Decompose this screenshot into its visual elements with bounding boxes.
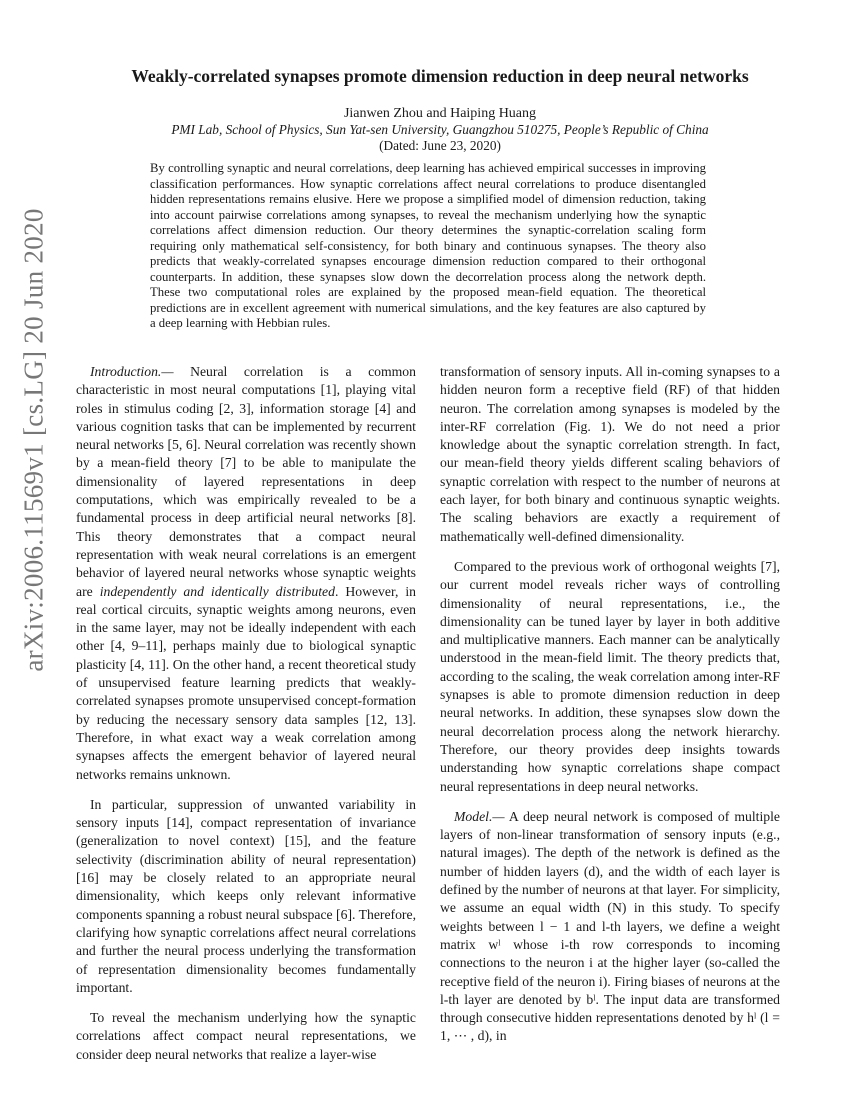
intro-emphasis: independently and identically distributed (99, 583, 335, 599)
intro-text-b: . However, in real cortical circuits, synaptic weights among neurons, even in the same layer, may not be ideally independent with each other [4, 9–11], perhaps mainly due to biological synaptic plasticity [4, 11]. On the other hand, a recent theoretical study of unsupervised feature learning predicts that weakly-correlated synapses promote unsupervised concept-formation by reducing the necessary sensory data samples [12, 13]. Therefore, in what exact way a weak correlation among synapses affects the emergent behavior of layered neural networks remains unknown. (76, 583, 417, 782)
arxiv-sidebar-stamp (14, 180, 54, 700)
authors: Jianwen Zhou and Haiping Huang (343, 106, 537, 121)
paragraph-2: In particular, suppression of unwanted variability in sensory inputs [14], compact representation of invariance (generalization to novel context) [15], and the feature selectivity (discrimination ability of neural representation) [16] may be closely related to an appropriate neural dimensionality, which keeps only relevant informative components spanning a robust neural subspace [6]. Therefore, clarifying how synaptic correlations affect neural correlations and further the neural process underlying the transformation of representation dimensionality becomes fundamentally important. (76, 796, 416, 995)
abstract: By controlling synaptic and neural correlations, deep learning has achieved empirical successes in improving classification performances. How synaptic correlations affect neural correlations to produce disentangled hidden representations remains elusive. Here we propose a simplified model of dimension reduction, taking into account pairwise correlations among synapses, to reveal the mechanism underlying how the synaptic correlations affect dimension reduction. Our theory determines the synaptic-correlation scaling form requiring only mathematical self-consistency, for both binary and continuous synapses. The theory also predicts that weakly-correlated synapses encourage dimension reduction compared to their orthogonal counterparts. In addition, these synapses slow down the decorrelation process along the network depth. These two computational roles are explained by the proposed mean-field equation. The theoretical predictions are in excellent agreement with numerical simulations, and the key features are also captured by a deep learning with Hebbian rules. (150, 161, 706, 330)
paragraph-model (440, 808, 780, 1046)
paragraph-compared: Compared to the previous work of orthogonal weights [7], our current model reveals richer ways of controlling dimensionality of neural representations, i.e., the dimensionality can be tuned layer by layer in both additive and multiplicative manners. Each manner can be analytically understood in the mean-field limit. The theory predicts that, according to the scaling, the weak correlation among inter-RF synapses is able to promote dimension reduction in deep neural networks. In addition, these synapses slow down the neural decorrelation process along the network hierarchy. Therefore, our theory provides deep insights towards understanding how synaptic correlations shape compact neural representations in deep neural networks. (440, 558, 780, 794)
section-lead-introduction: Introduction.— (90, 364, 174, 379)
affiliation: PMI Lab, School of Physics, Sun Yat-sen University, Guangzhou 510275, People’s Republic of China (171, 122, 709, 137)
intro-text-a: Neural correlation is a common characteristic in most neural computations [1], playing vital roles in stimulus coding [2, 3], information storage [4] and various cognition tasks that can be implemented by recurrent neural networks [5, 6]. Neural correlation was recently shown by a mean-field theory [7] to be able to manipulate the dimensionality of layered representations in deep computations, which was empirically revealed to be a fundamental process in deep artificial neural networks [8]. This theory demonstrates that a compact neural representation with weak neural correlations is an emergent behavior of layered neural networks whose synaptic weights are (76, 364, 416, 599)
paragraph-3: To reveal the mechanism underlying how the synaptic correlations affect compact neural representations, we consider deep neural networks that realize a layer-wise (76, 1010, 416, 1062)
right-column (440, 363, 780, 1058)
arxiv-identifier: arXiv:2006.11569v1 [cs.LG] 20 Jun 2020 (18, 208, 49, 672)
model-text: A deep neural network is composed of multiple layers of non-linear transformation of sensory inputs (e.g., natural images). The depth of the network is defined as the number of hidden layers (d), and the width of each layer is defined by the number of neurons at that layer. For simplicity, we assume an equal width (N) in this study. To specify weights between l − 1 and l-th layers, we define a weight matrix wˡ whose i-th row corresponds to incoming connections to the neuron i at the higher layer (so-called the receptive field of the neuron i). Firing biases of neurons at the l-th layer are denoted by bˡ. The input data are transformed through consecutive hidden representations denoted by hˡ (l = 1, ⋯ , d), in (440, 808, 780, 1044)
paper-title: Weakly-correlated synapses promote dimension reduction in deep neural networks (131, 66, 749, 86)
paragraph-introduction (76, 363, 416, 784)
date-line: (Dated: June 23, 2020) (379, 138, 501, 153)
section-lead-model: Model.— (454, 808, 505, 824)
paragraph-continued: transformation of sensory inputs. All in-coming synapses to a hidden neuron form a receptive field (RF) of that hidden neuron. The correlation among synapses is modeled by the inter-RF correlation (Fig. 1). We do not need a prior knowledge about the synaptic correlation strength. In fact, our mean-field theory yields different scaling behaviors of synaptic correlation with respect to the number of neurons at each layer, for both binary and continuous synaptic weights. The scaling behaviors are exactly a requirement of mathematically well-defined dimensionality. (440, 364, 780, 544)
left-column (76, 363, 416, 1076)
